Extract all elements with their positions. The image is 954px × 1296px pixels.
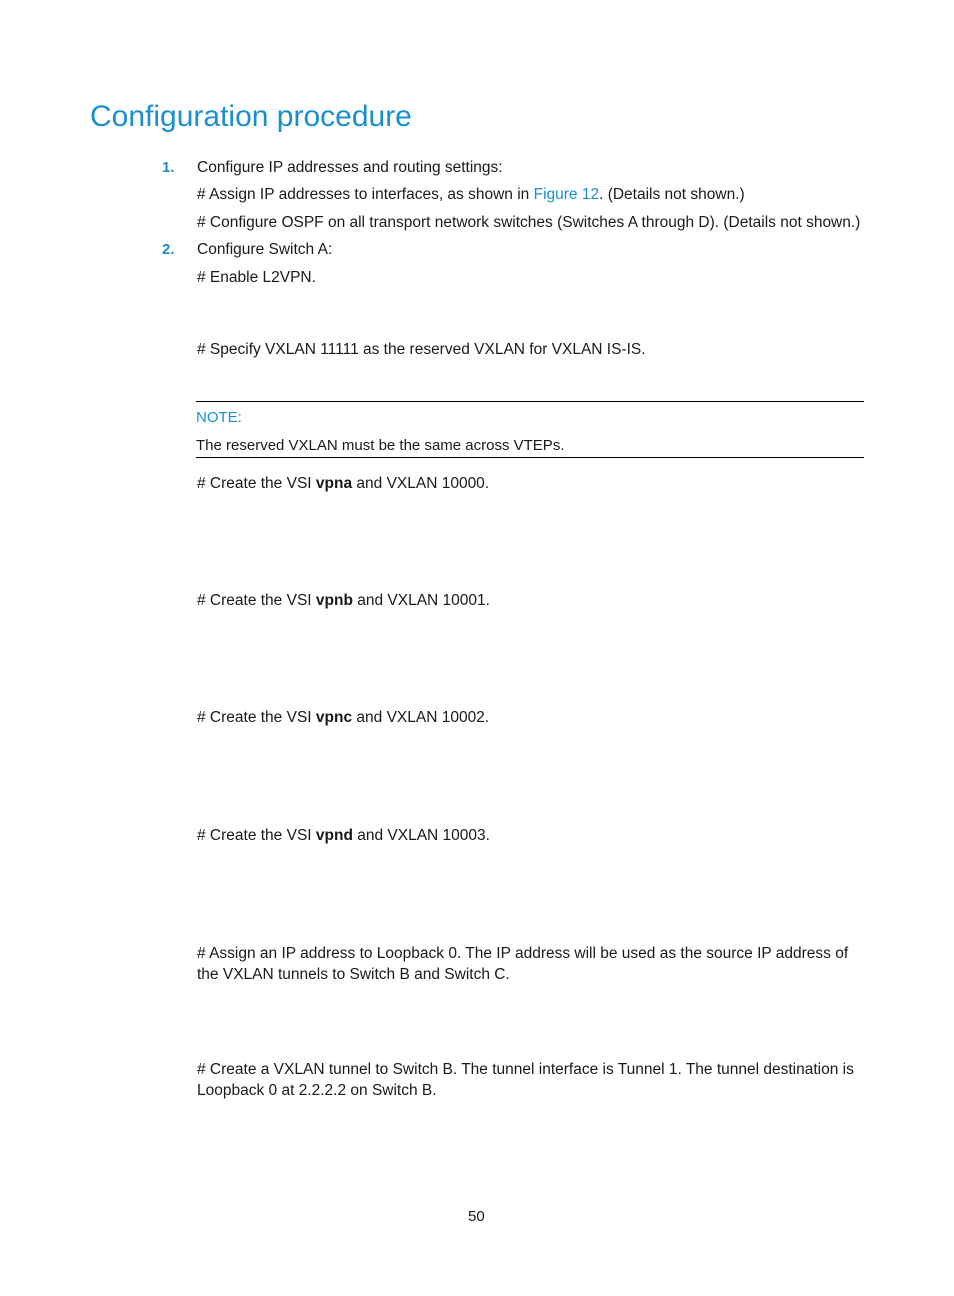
step-label-2: Configure Switch A: <box>197 241 333 258</box>
tunnel-paragraph: # Create a VXLAN tunnel to Switch B. The tunnel interface is Tunnel 1. The tunnel destination is Loopback 0 at 2.2.2.2 on Switch B. <box>197 1061 854 1099</box>
assign-ip-text: # Assign IP addresses to interfaces, as shown in <box>197 186 534 203</box>
section-heading: Configuration procedure <box>90 100 412 133</box>
vsi-name-vpnc: vpnc <box>315 709 353 726</box>
create-vsi-prefix: # Create the VSI <box>197 592 316 609</box>
vsi-suffix: and VXLAN 10002. <box>352 709 490 726</box>
step-number-1: 1. <box>162 159 175 176</box>
vsi-suffix: and VXLAN 10001. <box>352 592 490 609</box>
vsi-name-vpnb: vpnb <box>315 592 353 609</box>
create-vsi-vpnc-line <box>197 708 489 728</box>
note-text: The reserved VXLAN must be the same across VTEPs. <box>196 437 565 454</box>
note-top-rule <box>196 401 864 402</box>
note-label: NOTE: <box>196 409 242 426</box>
ospf-line: # Configure OSPF on all transport network switches (Switches A through D). (Details not shown.) <box>197 214 861 231</box>
create-vsi-vpnd-line <box>197 826 490 846</box>
create-vsi-prefix: # Create the VSI <box>197 709 316 726</box>
reserved-vxlan-line: # Specify VXLAN 11111 as the reserved VXLAN for VXLAN IS-IS. <box>197 341 646 358</box>
vsi-suffix: and VXLAN 10003. <box>352 827 490 844</box>
note-bottom-rule <box>196 457 864 458</box>
loopback-paragraph: # Assign an IP address to Loopback 0. The IP address will be used as the source IP address of the VXLAN tunnels to Switch B and Switch C. <box>197 945 849 983</box>
vsi-name-vpna: vpna <box>315 475 353 492</box>
vsi-suffix: and VXLAN 10000. <box>352 475 490 492</box>
step-number-2: 2. <box>162 241 175 258</box>
assign-ip-line <box>197 185 745 205</box>
create-vsi-vpna-line <box>197 474 489 494</box>
create-vsi-vpnb-line <box>197 591 490 611</box>
create-vsi-prefix: # Create the VSI <box>197 827 316 844</box>
assign-ip-suffix: . (Details not shown.) <box>599 186 745 203</box>
figure-12-link[interactable]: Figure 12 <box>533 186 600 203</box>
page-number: 50 <box>468 1208 485 1225</box>
enable-l2vpn-line: # Enable L2VPN. <box>197 269 316 286</box>
vsi-name-vpnd: vpnd <box>315 827 353 844</box>
step-label-1: Configure IP addresses and routing settings: <box>197 159 503 176</box>
create-vsi-prefix: # Create the VSI <box>197 475 316 492</box>
